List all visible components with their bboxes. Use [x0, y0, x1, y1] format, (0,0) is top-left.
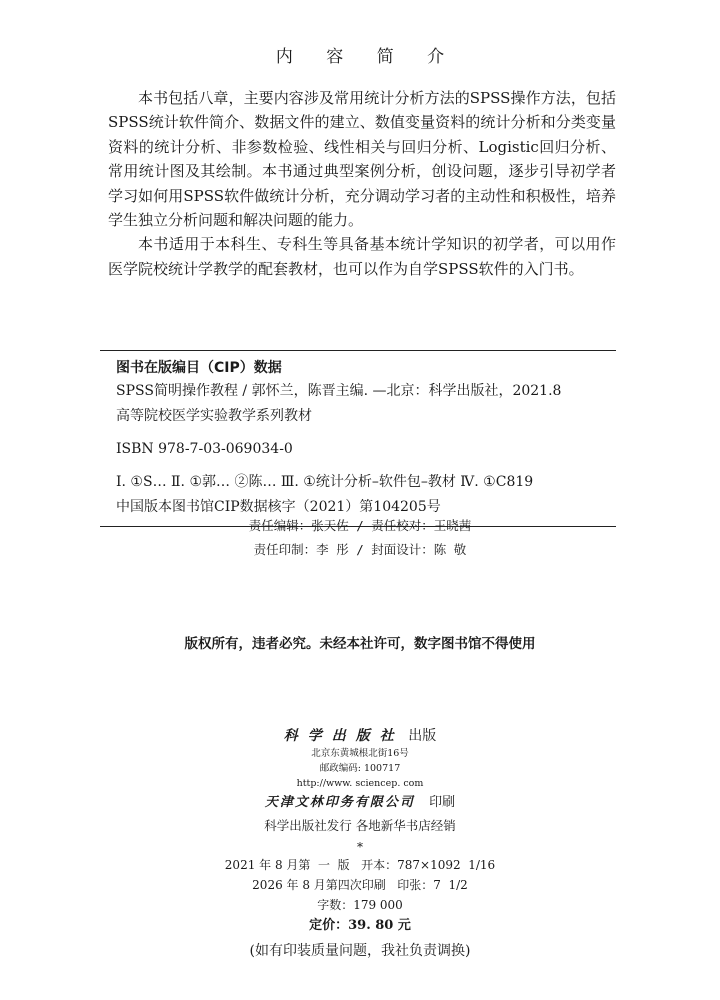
edition-line-2: 2026 年 8 月第四次印刷 印张：7 1/2 [252, 878, 468, 892]
publisher-postcode: 邮政编码: 100717 [319, 763, 401, 774]
printer-action: 印刷 [429, 795, 456, 810]
word-count: 字数：179 000 [317, 898, 403, 912]
publisher-url: http://www. sciencep. com [296, 778, 424, 789]
cip-series-line: 高等院校医学实验教学系列教材 [116, 408, 312, 424]
cip-title: 图书在版编目（CIP）数据 [116, 360, 282, 376]
credits-line-production: 责任印制：李 彤 / 封面设计：陈 敬 [253, 542, 467, 557]
cip-data-block [100, 350, 616, 527]
edition-line-1: 2021 年 8 月第 一 版 开本：787×1092 1/16 [224, 858, 496, 872]
page-title: 内 容 简 介 [275, 47, 459, 67]
cip-data-number: 中国版本图书馆CIP数据核字（2021）第104205号 [116, 499, 441, 515]
cip-bibliographic-line: SPSS简明操作教程 / 郭怀兰，陈晋主编. —北京：科学出版社，2021.8 [116, 383, 562, 399]
publisher-address: 北京东黄城根北街16号 [311, 748, 409, 759]
distribution-line: 科学出版社发行 各地新华书店经销 [264, 818, 456, 833]
publication-info [0, 726, 720, 963]
printer-name: 天津文林印务有限公司 [264, 795, 415, 810]
publisher-line [0, 726, 720, 746]
separator-star: * [357, 840, 363, 854]
editorial-credits [0, 514, 720, 562]
publisher-name: 科学出版社 [283, 728, 404, 744]
intro-paragraph-1: 本书包括八章，主要内容涉及常用统计分析方法的SPSS操作方法，包括SPSS统计软件简介、数据文件的建立、数值变量资料的统计分析和分类变量资料的统计分析、非参数检验、线性相关与回归分析、Logistic回归分析、常用统计图及其绘制。本书通过典型案例分析，创设问题，逐步引导初学者学习如何用SPSS软件做统计分析，充分调动学习者的主动性和积极性，培养学生独立分析问题和解决问题的能力。 [108, 89, 616, 230]
intro-paragraph-2: 本书适用于本科生、专科生等具备基本统计学知识的初学者，可以用作医学院校统计学教学的配套教材，也可以作为自学SPSS软件的入门书。 [108, 235, 616, 278]
publisher-action: 出版 [408, 728, 437, 744]
cip-isbn: ISBN 978-7-03-069034-0 [116, 441, 293, 457]
quality-note: (如有印装质量问题，我社负责调换) [249, 943, 471, 959]
cip-classification: Ⅰ. ①S… Ⅱ. ①郭… ②陈… Ⅲ. ①统计分析–软件包–教材 Ⅳ. ①C819 [116, 474, 534, 490]
copyright-notice: 版权所有，违者必究。未经本社许可，数字图书馆不得使用 [184, 636, 536, 652]
printer-line [0, 793, 720, 813]
intro-section [108, 86, 616, 281]
credits-line-editors: 责任编辑：张天佐 / 责任校对：王晓茜 [248, 518, 472, 533]
price: 定价：39. 80 元 [309, 918, 411, 933]
